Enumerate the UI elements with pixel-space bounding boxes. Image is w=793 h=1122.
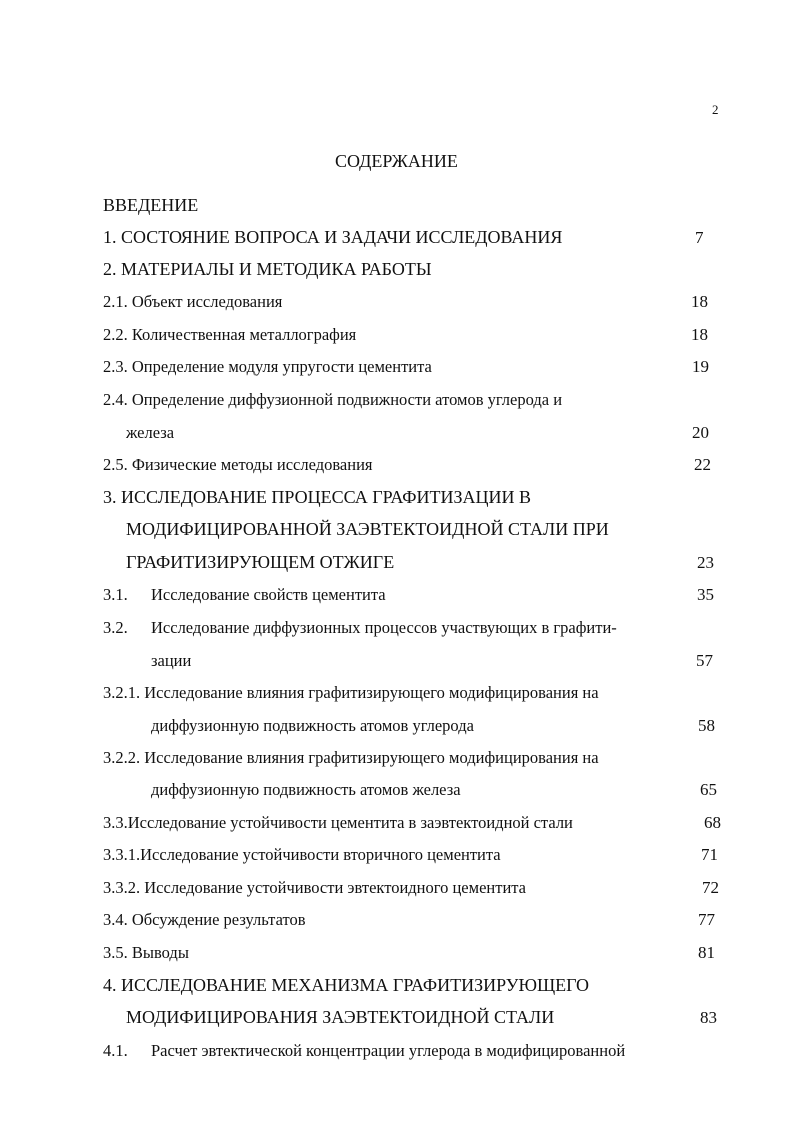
toc-section-2-1-page: 18 [691, 292, 708, 311]
toc-section-2-2: 2.2. Количественная металлография [103, 325, 357, 344]
toc-section-3-1-page: 35 [697, 585, 714, 604]
toc-section-3-2-line2: зации [151, 651, 192, 670]
toc-section-4-1-number: 4.1. [103, 1041, 128, 1060]
toc-section-2-5: 2.5. Физические методы исследования [103, 455, 373, 474]
toc-section-2-4-line1: 2.4. Определение диффузионной подвижности атомов углерода и [103, 390, 563, 409]
toc-section-2-3: 2.3. Определение модуля упругости цементита [103, 357, 432, 376]
toc-section-3-3-2: 3.3.2. Исследование устойчивости эвтектоидного цементита [103, 878, 527, 897]
toc-section-1: 1. СОСТОЯНИЕ ВОПРОСА И ЗАДАЧИ ИССЛЕДОВАНИЯ [103, 227, 563, 247]
toc-section-2-3-page: 19 [692, 357, 709, 376]
toc-section-3-2-1-line2: диффузионную подвижность атомов углерода [151, 716, 474, 735]
toc-section-3-5-page: 81 [698, 943, 715, 962]
toc-section-3-2-2-page: 65 [700, 780, 717, 799]
toc-intro: ВВЕДЕНИЕ [103, 195, 199, 215]
toc-section-2-4-page: 20 [692, 423, 709, 442]
toc-section-4-line2: МОДИФИЦИРОВАНИЯ ЗАЭВТЕКТОИДНОЙ СТАЛИ [126, 1007, 555, 1027]
toc-section-3-2-page: 57 [696, 651, 713, 670]
toc-section-4-page: 83 [700, 1008, 717, 1027]
toc-section-3-3-1: 3.3.1.Исследование устойчивости вторичного цементита [103, 845, 501, 864]
toc-section-3-1-number: 3.1. [103, 585, 128, 604]
toc-section-3-1: Исследование свойств цементита [151, 585, 386, 604]
toc-section-2-5-page: 22 [694, 455, 711, 474]
toc-section-3-3-2-page: 72 [702, 878, 719, 897]
toc-section-3-3-1-page: 71 [701, 845, 718, 864]
toc-section-2: 2. МАТЕРИАЛЫ И МЕТОДИКА РАБОТЫ [103, 259, 432, 279]
toc-section-3-line2: МОДИФИЦИРОВАННОЙ ЗАЭВТЕКТОИДНОЙ СТАЛИ ПРИ [126, 519, 609, 539]
page-number: 2 [712, 102, 719, 117]
toc-section-3-3: 3.3.Исследование устойчивости цементита в заэвтектоидной стали [103, 813, 573, 832]
toc-section-3-2-1-page: 58 [698, 716, 715, 735]
toc-section-2-2-page: 18 [691, 325, 708, 344]
toc-section-2-4-line2: железа [126, 423, 175, 442]
toc-section-3-2-1-line1: 3.2.1. Исследование влияния графитизирующего модифицирования на [103, 683, 599, 702]
toc-section-3-2-line1: Исследование диффузионных процессов участвующих в графити- [151, 618, 617, 637]
toc-section-4-line1: 4. ИССЛЕДОВАНИЕ МЕХАНИЗМА ГРАФИТИЗИРУЮЩЕГО [103, 975, 590, 995]
toc-section-3-4-page: 77 [698, 910, 715, 929]
toc-section-1-page: 7 [695, 228, 704, 247]
toc-section-3-4: 3.4. Обсуждение результатов [103, 910, 306, 929]
toc-section-4-1: Расчет эвтектической концентрации углерода в модифицированной [151, 1041, 626, 1060]
toc-section-3-2-2-line1: 3.2.2. Исследование влияния графитизирующего модифицирования на [103, 748, 599, 767]
toc-section-3-2-number: 3.2. [103, 618, 128, 637]
toc-section-3-line1: 3. ИССЛЕДОВАНИЕ ПРОЦЕССА ГРАФИТИЗАЦИИ В [103, 487, 531, 507]
toc-section-3-page: 23 [697, 553, 714, 572]
toc-section-3-2-2-line2: диффузионную подвижность атомов железа [151, 780, 461, 799]
toc-section-3-3-page: 68 [704, 813, 721, 832]
toc-section-3-5: 3.5. Выводы [103, 943, 189, 962]
page-title: СОДЕРЖАНИЕ [335, 151, 458, 171]
toc-section-3-line3: ГРАФИТИЗИРУЮЩЕМ ОТЖИГЕ [126, 552, 395, 572]
toc-section-2-1: 2.1. Объект исследования [103, 292, 283, 311]
